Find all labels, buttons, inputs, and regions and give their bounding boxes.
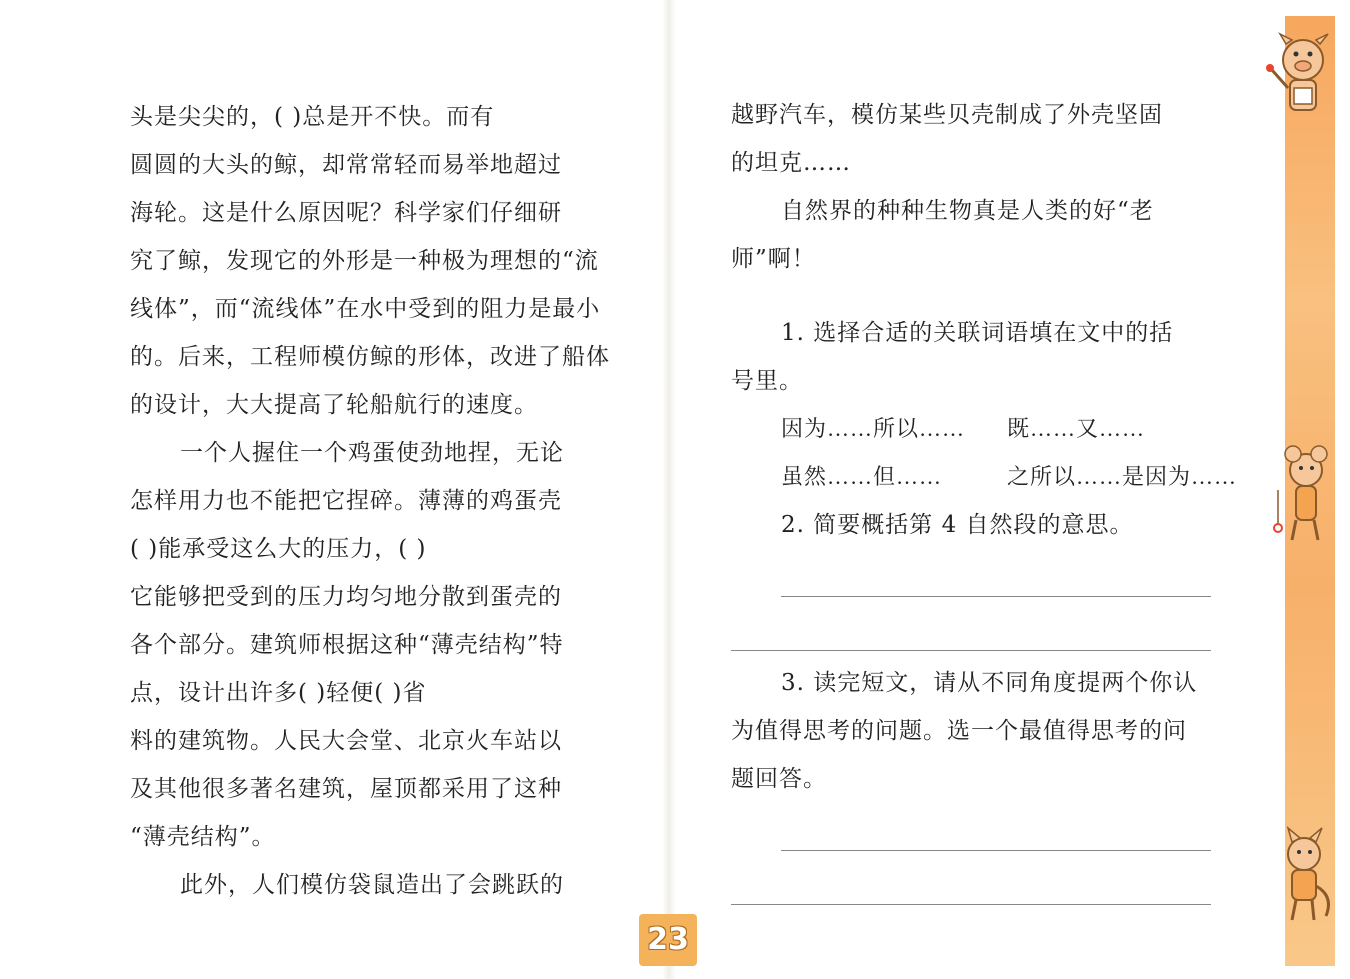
text-line: 的。后来，工程师模仿鲸的形体，改进了船体	[130, 344, 610, 370]
question-3-cont: 题回答。	[731, 766, 827, 792]
text-line: 及其他很多著名建筑，屋顶都采用了这种	[130, 776, 562, 802]
text-line: 点，设计出许多( )轻便( )省	[130, 680, 427, 706]
text-line: 线体”，而“流线体”在水中受到的阻力是最小	[130, 296, 601, 322]
text-line: 究了鲸，发现它的外形是一种极为理想的“流	[130, 248, 599, 274]
text-line: 头是尖尖的，( )总是开不快。而有	[130, 104, 495, 130]
text-line: 越野汽车，模仿某些贝壳制成了外壳坚固	[731, 102, 1163, 128]
text-line: 此外，人们模仿袋鼠造出了会跳跃的	[180, 872, 564, 898]
question-2: 2. 简要概括第 4 自然段的意思。	[781, 512, 1134, 538]
text-line: 的设计，大大提高了轮船航行的速度。	[130, 392, 538, 418]
text-line: 圆圆的大头的鲸，却常常轻而易举地超过	[130, 152, 562, 178]
page-number-badge	[639, 914, 697, 966]
text-line: 一个人握住一个鸡蛋使劲地捏，无论	[180, 440, 564, 466]
option-1: 因为……所以……	[781, 416, 966, 441]
pig-character-icon	[1258, 30, 1338, 130]
text-line: “薄壳结构”。	[130, 824, 276, 850]
text-line: 海轮。这是什么原因呢？科学家们仔细研	[130, 200, 562, 226]
text-line: 它能够把受到的压力均匀地分散到蛋壳的	[130, 584, 562, 610]
text-line: ( )能承受这么大的压力，( )	[130, 536, 427, 562]
answer-line	[781, 850, 1211, 851]
page-number: 23	[647, 922, 689, 957]
text-line: 的坦克……	[731, 150, 851, 176]
option-3: 虽然……但……	[781, 464, 943, 489]
question-1-cont: 号里。	[731, 368, 803, 394]
question-3-cont: 为值得思考的问题。选一个最值得思考的问	[731, 718, 1187, 744]
option-2: 既……又……	[1007, 416, 1146, 441]
text-line: 怎样用力也不能把它捏碎。薄薄的鸡蛋壳	[130, 488, 562, 514]
text-line: 自然界的种种生物真是人类的好“老	[781, 198, 1154, 224]
answer-line	[731, 904, 1211, 905]
text-line: 师”啊！	[731, 246, 816, 272]
question-3: 3. 读完短文，请从不同角度提两个你认	[781, 670, 1198, 696]
fox-character-icon	[1266, 826, 1340, 926]
answer-line	[731, 650, 1211, 651]
text-line: 各个部分。建筑师根据这种“薄壳结构”特	[130, 632, 564, 658]
text-line: 料的建筑物。人民大会堂、北京火车站以	[130, 728, 562, 754]
page-fold	[662, 0, 676, 979]
mouse-character-icon	[1268, 440, 1338, 550]
question-1: 1. 选择合适的关联词语填在文中的括	[781, 320, 1174, 346]
option-4: 之所以……是因为……	[1007, 464, 1238, 489]
answer-line	[781, 596, 1211, 597]
